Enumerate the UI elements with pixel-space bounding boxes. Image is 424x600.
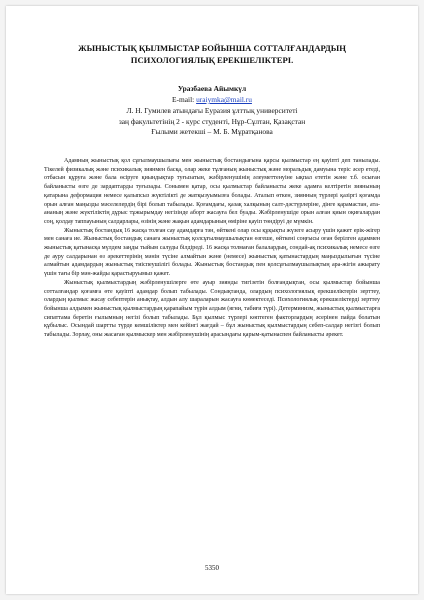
author-affiliation xyxy=(46,106,378,138)
author-email-line xyxy=(46,95,378,106)
affiliation-faculty: заң факультетінің 2 - курс студенті, Нұр-Сұлтан, Қазақстан xyxy=(118,116,306,126)
paper-body xyxy=(44,157,380,340)
body-paragraph: Жыныстық бостандық 16 жасқа толған сау адамдарға тән, өйткені олар осы құқықты жүзеге асыру үшін қажет ерік-жігер мен санаға ие. Жыныстық бостандық санаға жыныстық қолсұғылмаушылықтан өзгеше, өйткені соңғысы оған берілген адаммен жыныстық қатынасқа мүлдем заңды тыйым салуды білдіреді. 16 жасқа толмаған балалардың, сондай-ақ психикалық немесе өзге де ауру салдарынан өз әрекеттерінің мәнін түсіне алмайтын және (немесе) жыныстық қатынастардың маңыздылығын түсіне алмайтын адамдардың жыныстық тиіспеушілігі болады. Жыныстық бостандық пен қолсұғылмаушылықтың ара-жігін ажырату үшін тағы бір мән-жайды қарастыруымыз қажет. xyxy=(44,227,380,278)
title-line-2: ПСИХОЛОГИЯЛЫҚ ЕРЕКШЕЛІКТЕРІ. xyxy=(130,55,294,65)
email-link[interactable]: uraiymka@mail.ru xyxy=(196,95,252,104)
author-name: Уразбаева Айымкүл xyxy=(177,84,247,93)
affiliation-university: Л. Н. Гумилев атындағы Еуразия ұлттық университеті xyxy=(126,106,298,115)
title-line-1: ЖЫНЫСТЫҚ ҚЫЛМЫСТАР БОЙЫНША СОТТАЛҒАНДАРДЫҢ xyxy=(78,43,346,53)
email-label: E-mail: xyxy=(172,95,195,104)
affiliation-supervisor: Ғылыми жетекші – М. Б. Мұратқанова xyxy=(151,127,273,136)
body-paragraph: Адамның жыныстық қол сұғылмаушылығы мен жыныстық бостандығына қарсы қылмыстар ең қауіпті деп танылады. Тікелей физикалық және психикалық зиянмен басқа, олар жеке тұлғаның жыныстық және моральдық дамуына теріс әсер етеді, отбасын құруға және бала өсіруге қиындықтар туғызатын, жәбірленушінің әлеуметтенуіне ықпал ететін және т.б. осыған байланысты өзге де зардаптарды туғызады. Сонымен қатар, осы қылмыстар байланысты жеке адамға келтіретін зиянының қатарына деформация немесе қалыпсыз жүктілікті де жатқызуымызға болады. Аталып өткен, зиянның түрлері қазіргі қоғамда орын алған маңызды мәселелердің бірі болып табылады. Қоғамдағы, қазақ халқының салт-дәстүрлеріне, дінге қарамастан, ата-ананың және жүктіліктің дұрыс тұжырымдау негізінде аборт жасауға бел буады. Жәбірленушіде орын алған қиын оқиғалардан соң, қолдау таппауының салдарлары, өзінің және жақын адамдарының өміріне қауіп төндіруі де мүмкін. xyxy=(44,158,380,225)
document-page xyxy=(6,6,418,594)
body-paragraph: Жыныстық қылмыстардың жәбірленушілерге өте ауыр зиянды тигізетін болғандықтан, осы қылмыстар бойынша сотталғандар қоғамға өте қауіпті адамдар болып табылады. Сондықтанда, олардың психологиялық ерекшеліктерін зерттеу, олардың қылмыс жасау себептерін анықтау, алдын алу шараларын жасауға көмектеседі. Психологиялық ерекшеліктерді зерттеу бойынша алдымен жыныстық қылмыстардың қарапайым түрін алдым (ягни, табиғи түрі). Детерминизм, жыныстық қылмыстарға сипаттама беретін ғылымның негізі болып табылады. Бұл қылмыс түрлері көптеген факторлардың әсерінен пайда болатын құбылыс. Осындай шартты түрде кемшіліктер мен кейінгі жағдай – бұл жыныстық қылмыстардың себеп-салдар негізгі болып табылады. Зорлау, оны жасаған қылмыскер мен жәбірленушінің арасындағы қарым-қатынаспен байланысты әрекет. xyxy=(44,279,380,339)
paper-title xyxy=(46,42,378,66)
page-number: 5350 xyxy=(205,564,219,572)
